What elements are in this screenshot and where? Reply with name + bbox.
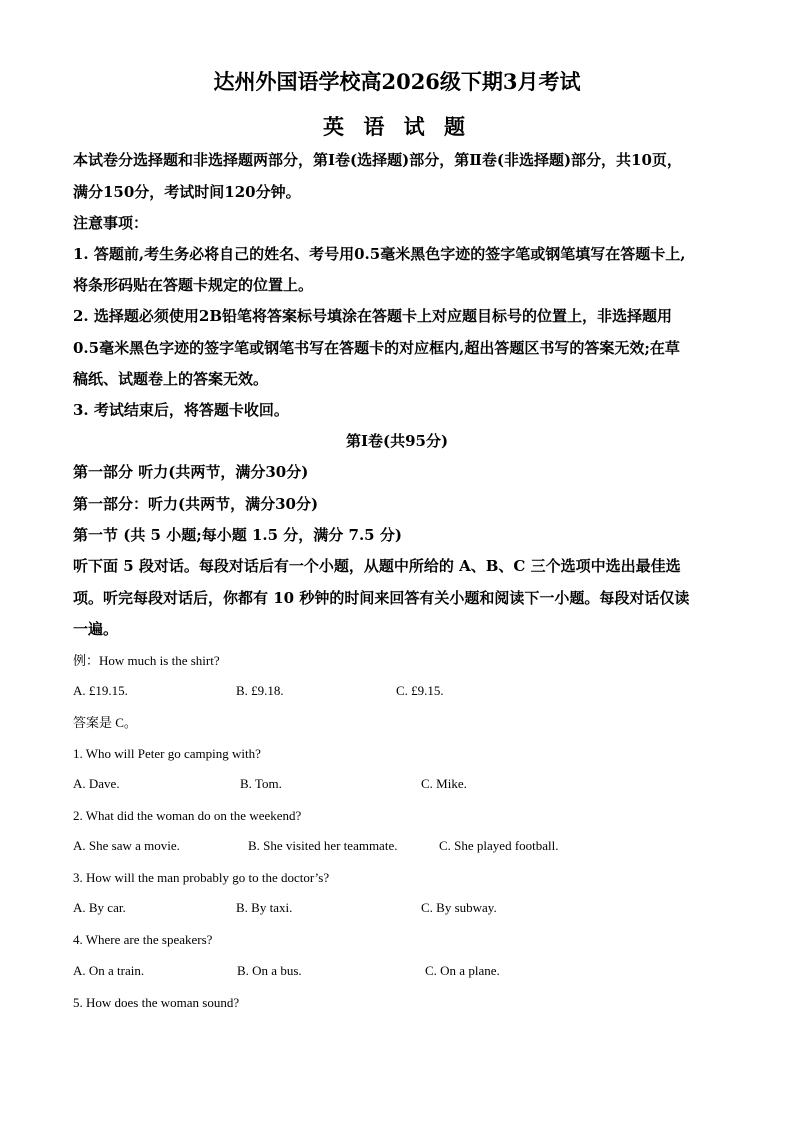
question-4-option-b: B. On a bus. bbox=[237, 963, 302, 978]
instruction-line-1: 听下面 5 段对话。每段对话后有一个小题，从题中所给的 A、B、C 三个选项中选出最佳选 bbox=[73, 557, 681, 575]
question-3-option-b: B. By taxi. bbox=[236, 900, 293, 915]
example-option-c: C. £9.15. bbox=[396, 683, 444, 698]
question-3: 3. How will the man probably go to the doctor’s? bbox=[73, 870, 330, 885]
page-title: 达州外国语学校高2026级下期3月考试 bbox=[213, 69, 581, 94]
part1-heading-a: 第一部分 听力(共两节，满分30分) bbox=[73, 463, 309, 481]
question-4-option-a: A. On a train. bbox=[73, 963, 145, 978]
question-2: 2. What did the woman do on the weekend? bbox=[73, 808, 302, 823]
volume-heading: 第Ⅰ卷(共95分) bbox=[345, 432, 449, 450]
notice-item-2-line-1: 2. 选择题必须使用2B铅笔将答案标号填涂在答题卡上对应题目标号的位置上，非选择题用 bbox=[73, 307, 673, 325]
instruction-line-2: 项。听完每段对话后，你都有 10 秒钟的时间来回答有关小题和阅读下一小题。每段对话仅读 bbox=[73, 589, 690, 607]
notice-item-2-line-3: 稿纸、试题卷上的答案无效。 bbox=[73, 370, 269, 388]
page-subtitle: 英 语 试 题 bbox=[323, 114, 471, 139]
question-1-option-a: A. Dave. bbox=[73, 776, 120, 791]
notice-item-3: 3. 考试结束后，将答题卡收回。 bbox=[73, 401, 289, 419]
example-answer: 答案是 C。 bbox=[73, 715, 137, 730]
example-option-b: B. £9.18. bbox=[236, 683, 284, 698]
question-5: 5. How does the woman sound? bbox=[73, 995, 240, 1010]
notice-item-1-line-1: 1. 答题前,考生务必将自己的姓名、考号用0.5毫米黑色字迹的签字笔或钢笔填写在答题卡上, bbox=[73, 245, 686, 263]
question-2-option-b: B. She visited her teammate. bbox=[248, 838, 398, 853]
example-question: 例：How much is the shirt? bbox=[73, 653, 220, 668]
question-3-option-a: A. By car. bbox=[73, 900, 126, 915]
question-1-option-c: C. Mike. bbox=[421, 776, 467, 791]
question-2-option-c: C. She played football. bbox=[439, 838, 559, 853]
question-4: 4. Where are the speakers? bbox=[73, 932, 213, 947]
question-3-option-c: C. By subway. bbox=[421, 900, 497, 915]
instruction-line-3: 一遍。 bbox=[73, 620, 119, 638]
question-2-option-a: A. She saw a movie. bbox=[73, 838, 180, 853]
question-1-option-b: B. Tom. bbox=[240, 776, 282, 791]
notice-item-2-line-2: 0.5毫米黑色字迹的签字笔或钢笔书写在答题卡的对应框内,超出答题区书写的答案无效;在草 bbox=[73, 339, 680, 357]
example-option-a: A. £19.15. bbox=[73, 683, 128, 698]
question-4-option-c: C. On a plane. bbox=[425, 963, 500, 978]
question-1: 1. Who will Peter go camping with? bbox=[73, 746, 261, 761]
notice-item-1-line-2: 将条形码贴在答题卡规定的位置上。 bbox=[73, 276, 314, 294]
intro-line-1: 本试卷分选择题和非选择题两部分，第Ⅰ卷(选择题)部分，第Ⅱ卷(非选择题)部分，共10页， bbox=[73, 151, 682, 169]
subsection-heading: 第一节 (共 5 小题;每小题 1.5 分，满分 7.5 分) bbox=[73, 526, 402, 544]
notice-heading: 注意事项： bbox=[73, 214, 149, 232]
intro-line-2: 满分150分，考试时间120分钟。 bbox=[73, 183, 301, 201]
part1-heading-b: 第一部分：听力(共两节，满分30分) bbox=[73, 495, 319, 513]
